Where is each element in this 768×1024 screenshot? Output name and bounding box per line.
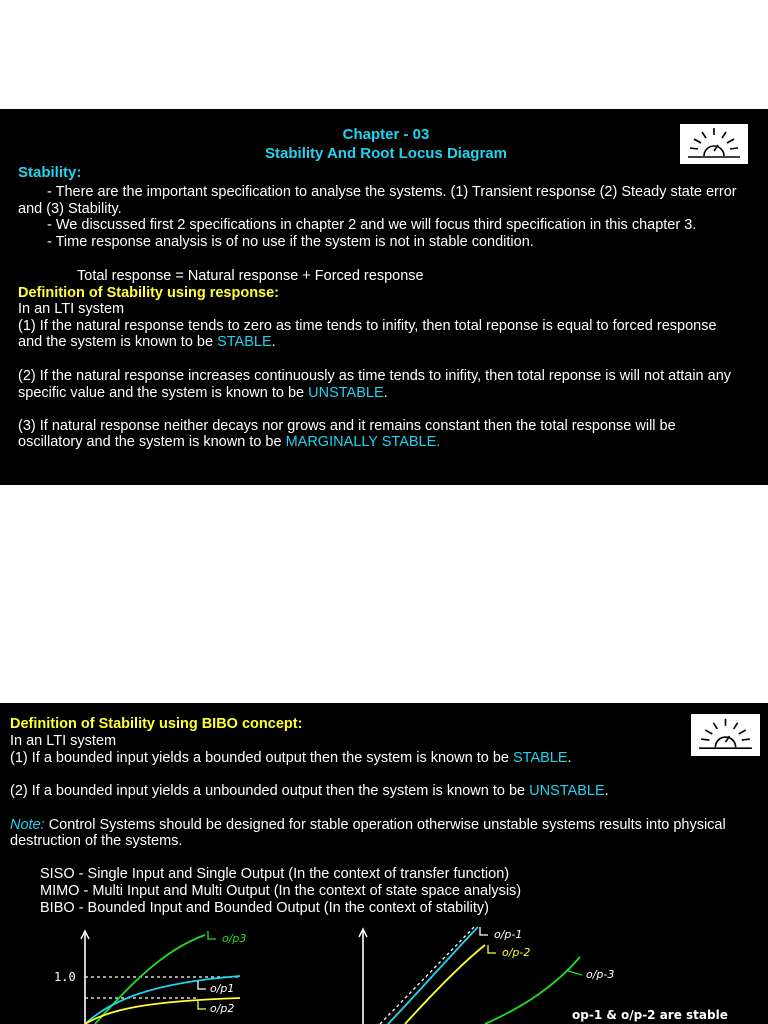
- graph2-annotation: op-1 & o/p-2 are stable: [572, 1008, 728, 1022]
- graph2-op2-pointer: [488, 945, 496, 953]
- mimo-definition: MIMO - Multi Input and Multi Output (In the context of state space analysis): [40, 883, 522, 899]
- graph1-op2-label: o/p2: [210, 1002, 235, 1015]
- siso-definition: SISO - Single Input and Single Output (In the context of transfer function): [40, 866, 510, 882]
- stable-keyword: STABLE: [513, 750, 568, 766]
- graph1-op3-curve: [95, 935, 205, 1024]
- point-1-line-1: (1) If the natural response tends to zero as time tends to inifity, then total reponse is equal to forced response: [18, 318, 717, 334]
- lti-intro: In an LTI system: [10, 733, 117, 749]
- point-2-prefix: specific value and the system is known to be: [18, 385, 309, 401]
- point-3-prefix: oscillatory and the system is known to be: [18, 434, 286, 450]
- unstable-response-sketch: [340, 921, 765, 1024]
- graph1-op1-pointer: [198, 981, 206, 989]
- bibo-point-2-prefix: (2) If a bounded input yields a unbounded output then the system is known to be: [10, 783, 530, 799]
- graph1-y-tick: 1.0: [54, 970, 76, 984]
- response-equation: Total response = Natural response + Forced response: [77, 268, 424, 284]
- point-3-line-2: [18, 434, 440, 451]
- unstable-keyword: UNSTABLE: [308, 385, 384, 401]
- bullet-2: - We discussed first 2 specifications in chapter 2 and we will focus third specification in this chapter 3.: [47, 217, 697, 233]
- graph2-op1-curve: [388, 927, 478, 1024]
- graph2-op3-pointer: [568, 971, 582, 975]
- graph1-op3-label: o/p3: [222, 932, 247, 945]
- unstable-keyword: UNSTABLE: [529, 783, 605, 799]
- point-2-line-2: [18, 385, 388, 402]
- point-2-suffix: .: [383, 385, 388, 401]
- note-line-1: [10, 817, 726, 834]
- note-text: Control Systems should be designed for stable operation otherwise unstable systems results into physical: [44, 817, 726, 833]
- note-line-2: destruction of the systems.: [10, 833, 183, 849]
- graph2-op3-curve: [485, 957, 580, 1024]
- chapter-title: Chapter - 03: [342, 126, 430, 143]
- chapter-subtitle: Stability And Root Locus Diagram: [265, 145, 507, 162]
- graph2-op1-pointer: [480, 927, 488, 935]
- marginally-stable-keyword: MARGINALLY STABLE.: [285, 434, 441, 450]
- bibo-point-1-suffix: .: [567, 750, 572, 766]
- point-1-line-2: [18, 334, 276, 351]
- bullet-1-continued: and (3) Stability.: [18, 201, 122, 217]
- graph1-op2-pointer: [198, 1001, 206, 1009]
- graph1-op3-pointer: [208, 931, 216, 939]
- stability-heading: Stability:: [18, 164, 82, 181]
- stable-keyword: STABLE: [217, 334, 272, 350]
- bibo-point-2-suffix: .: [604, 783, 609, 799]
- graph2-op3-label: o/p-3: [586, 968, 615, 981]
- graph2-op1-label: o/p-1: [494, 928, 523, 941]
- bibo-definition-heading: Definition of Stability using BIBO concept:: [10, 716, 303, 732]
- note-label: Note:: [10, 817, 45, 833]
- graph2-dashed-guide: [380, 926, 475, 1024]
- graph1-op1-label: o/p1: [210, 982, 235, 995]
- bibo-definition: BIBO - Bounded Input and Bounded Output (In the context of stability): [40, 900, 489, 916]
- bibo-point-2: [10, 783, 609, 800]
- point-1-prefix: and the system is known to be: [18, 334, 218, 350]
- slide-stability-response: [0, 109, 768, 485]
- lti-intro: In an LTI system: [18, 301, 125, 317]
- point-3-line-1: (3) If natural response neither decays nor grows and it remains constant then the total response will be: [18, 418, 676, 434]
- definition-heading: Definition of Stability using response:: [18, 285, 280, 301]
- point-1-suffix: .: [271, 334, 276, 350]
- bibo-point-1-prefix: (1) If a bounded input yields a bounded output then the system is known to be: [10, 750, 513, 766]
- bullet-1: - There are the important specification to analyse the systems. (1) Transient response (2) Steady state error: [47, 184, 737, 200]
- bibo-point-1: [10, 750, 572, 767]
- bullet-3: - Time response analysis is of no use if the system is not in stable condition.: [47, 234, 534, 250]
- stable-response-sketch: [40, 921, 300, 1024]
- graph2-op2-label: o/p-2: [502, 946, 531, 959]
- sun-gauge-logo-icon: [691, 714, 760, 756]
- graph2-op2-curve: [405, 945, 485, 1024]
- slide-stability-bibo: [0, 703, 768, 1024]
- point-2-line-1: (2) If the natural response increases continuously as time tends to inifity, then total reponse is will not attain any: [18, 368, 732, 384]
